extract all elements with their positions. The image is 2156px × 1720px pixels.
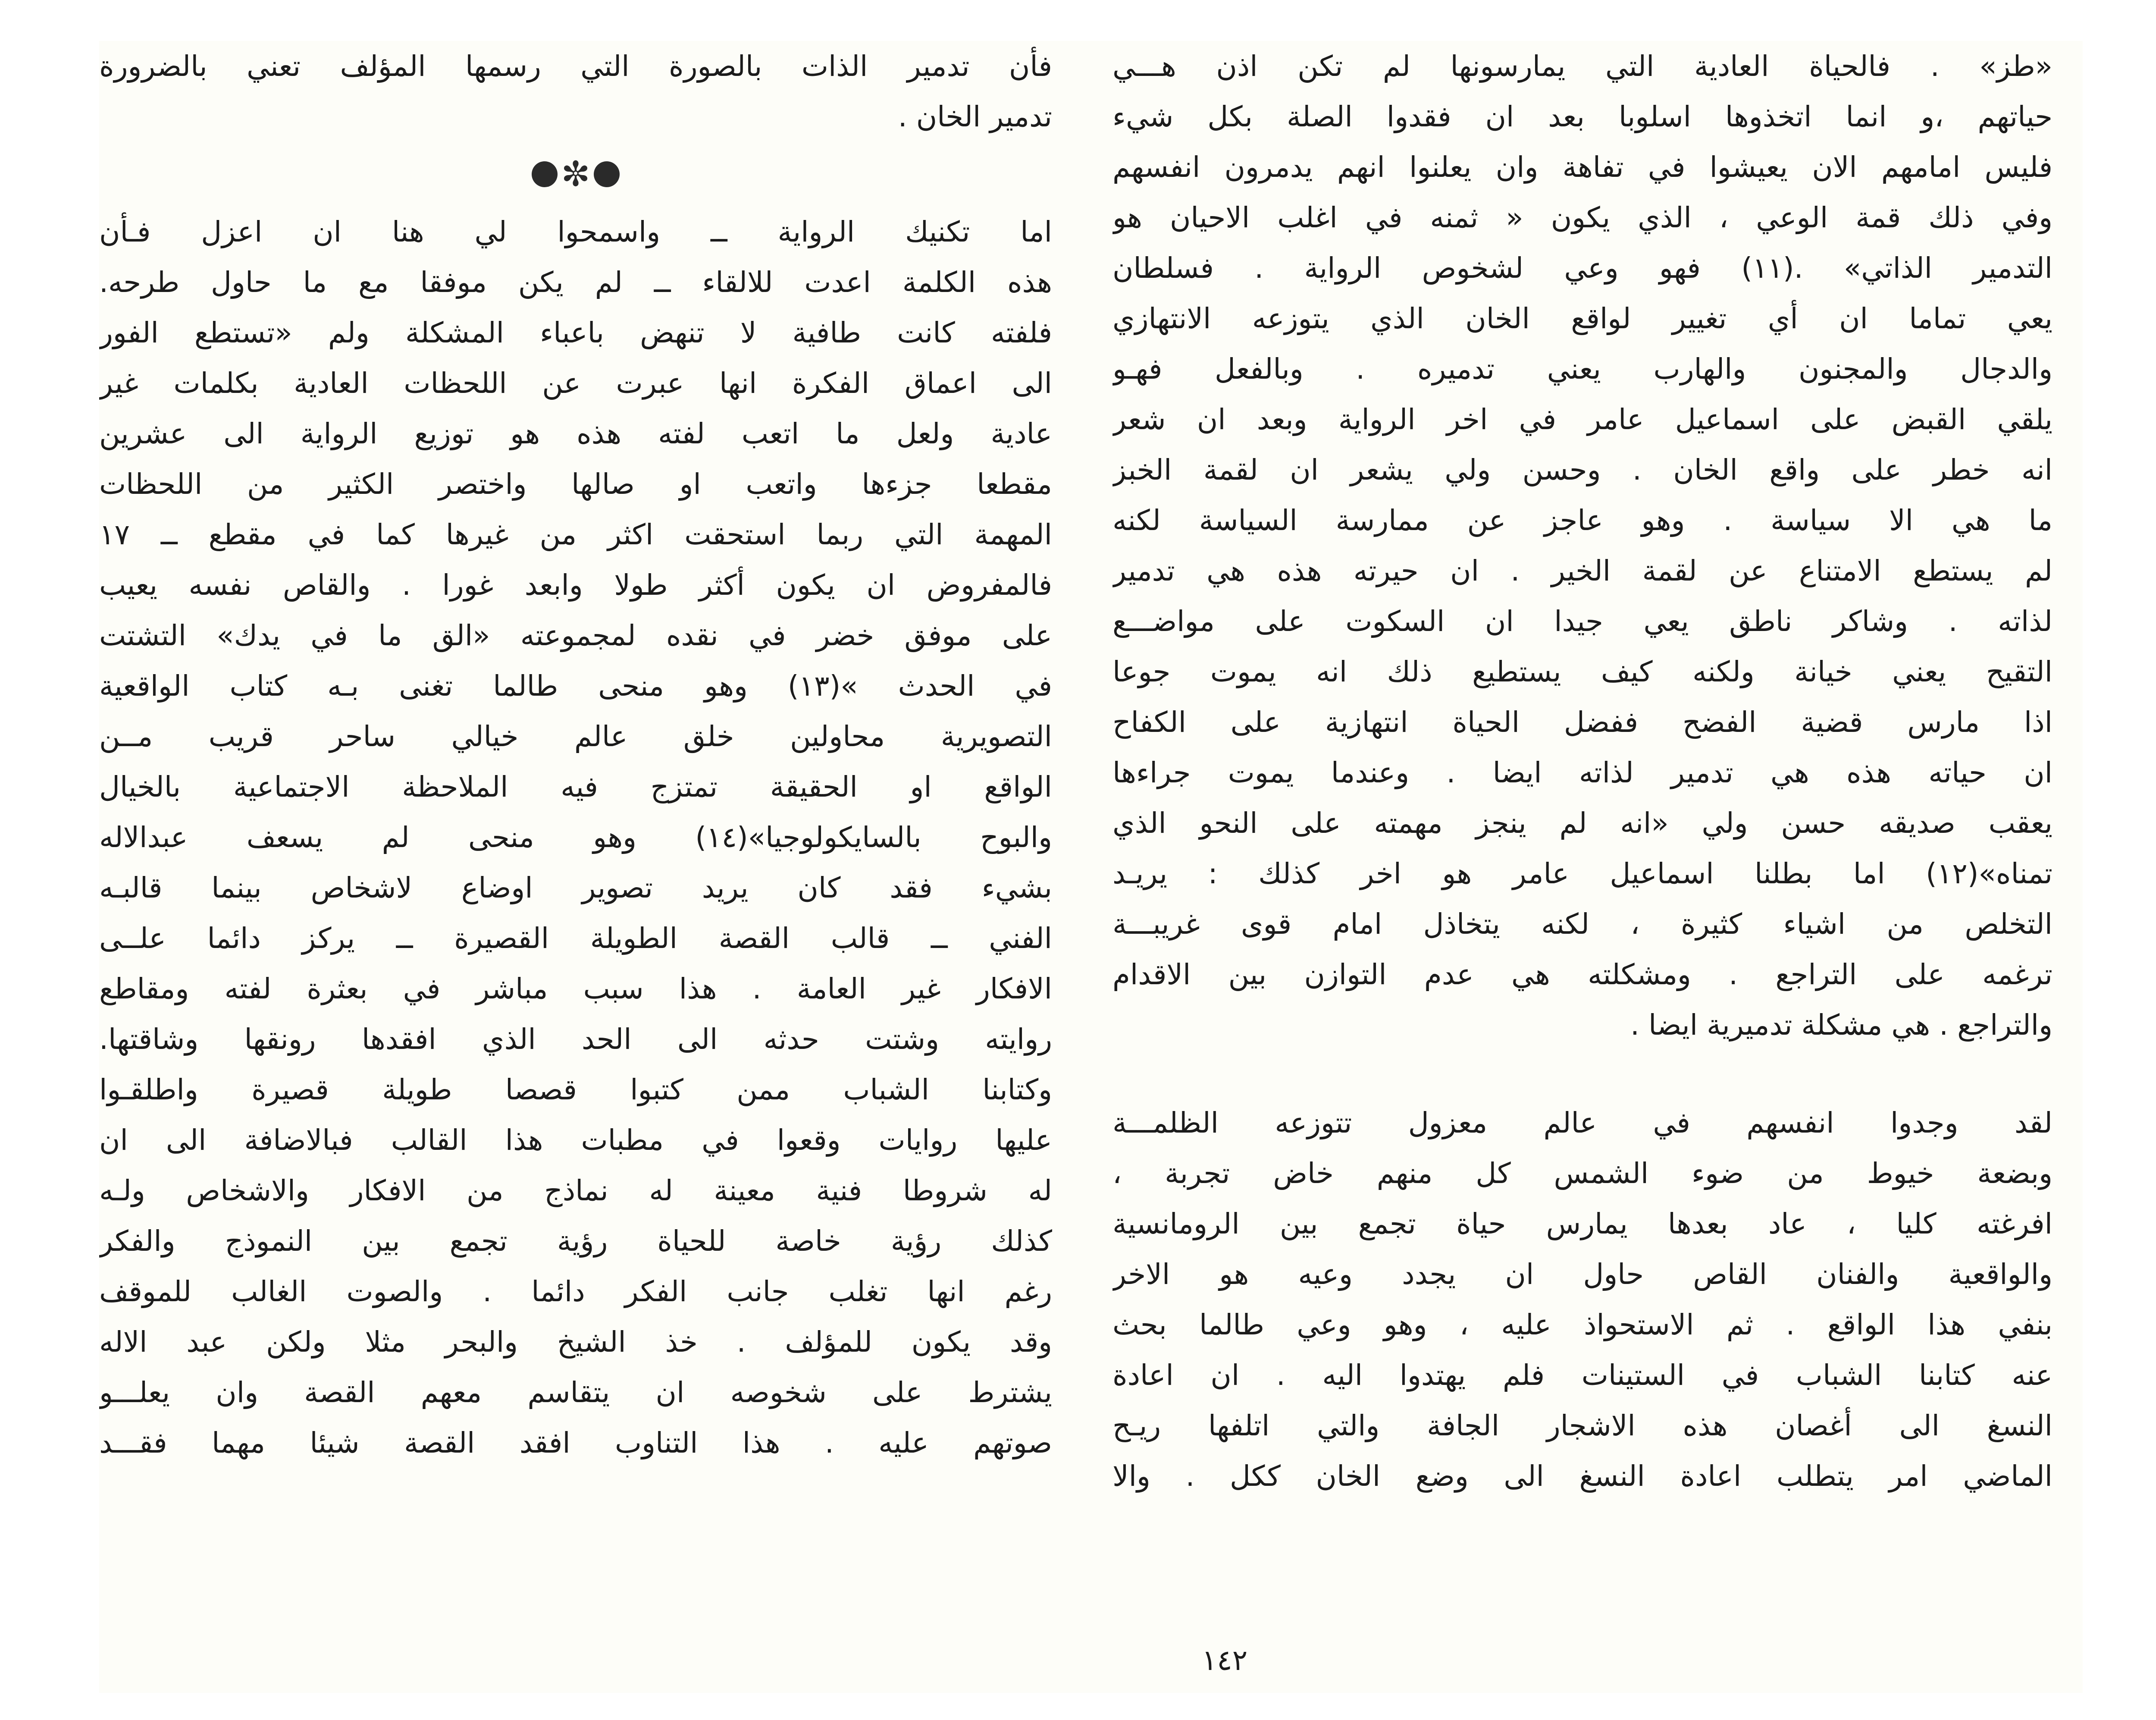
text-line: له شروطا فنية معينة له نماذج من الافكار والاشخاص ولـه — [99, 1174, 1052, 1207]
page-number: ١٤٢ — [1201, 1644, 1248, 1677]
text-line: التقيح يعني خيانة ولكنه كيف يستطيع ذلك انه يموت جوعا — [1112, 655, 2053, 688]
text-line: هذه الكلمة اعدت للالقاء ــ لم يكن موفقا مع ما حاول طرحه. — [99, 266, 1052, 299]
left-paragraph-1 — [99, 41, 1052, 142]
text-line: عادية ولعل ما اتعب لفته هذه هو توزيع الرواية الى عشرين — [99, 417, 1052, 450]
left-column — [99, 41, 1052, 1468]
text-line: عليها روايات وقعوا في مطبات هذا القالب فبالاضافة الى ان — [99, 1124, 1052, 1157]
text-line: ان حياته هذه هي تدمير لذاته ايضا . وعندما يموت جراءها — [1112, 756, 2053, 789]
text-line: اذا مارس قضية الفضح ففضل الحياة انتهازية على الكفاح — [1112, 706, 2053, 739]
text-line: روايته وشتت حدثه الى الحد الذي افقدها رونقها وشاقتها. — [99, 1023, 1052, 1056]
text-line: عنه كتابنا الشباب في الستينات فلم يهتدوا اليه . ان اعادة — [1112, 1359, 2053, 1392]
left-paragraph-2 — [99, 207, 1052, 1468]
paragraph-gap — [1112, 1050, 2053, 1098]
text-line: الفني ــ قالب القصة الطويلة القصيرة ــ يركز دائما علــى — [99, 922, 1052, 955]
text-line: الافكار غير العامة . هذا سبب مباشر في بعثرة لفته ومقاطع — [99, 972, 1052, 1005]
text-line: فليس امامهم الان يعيشوا في تفاهة وان يعلنوا انهم يدمرون انفسهم — [1112, 151, 2053, 184]
text-line: فالمفروض ان يكون أكثر طولا وابعد غورا . والقاص نفسه يعيب — [99, 568, 1052, 602]
right-column — [1112, 41, 2053, 1501]
right-paragraph-1 — [1112, 41, 2053, 1050]
text-line: فأن تدمير الذات بالصورة التي رسمها المؤلف تعني بالضرورة — [99, 50, 1052, 83]
book-page — [99, 41, 2083, 1693]
ornament-star-icon: ✼ — [561, 154, 590, 194]
text-line: حياتهم ،و انما اتخذوها اسلوبا بعد ان فقدوا الصلة بكل شيء — [1112, 100, 2053, 133]
text-line: النسغ الى أغصان هذه الاشجار الجافة والتي اتلفها ريـح — [1112, 1409, 2053, 1442]
text-line: التخلص من اشياء كثيرة ، لكنه يتخاذل امام قوى غريبـــة — [1112, 907, 2053, 941]
text-line: والتراجع . هي مشكلة تدميرية ايضا . — [1630, 1008, 2053, 1042]
text-line: يلقي القبض على اسماعيل عامر في اخر الرواية وبعد ان شعر — [1112, 403, 2053, 436]
text-line: كذلك رؤية خاصة للحياة رؤية تجمع بين النموذج والفكر — [99, 1224, 1052, 1258]
ornament-dot-icon — [532, 161, 558, 187]
text-line: «طز» . فالحياة العادية التي يمارسونها لم تكن اذن هـــي — [1112, 50, 2053, 83]
text-line: افرغته كليا ، عاد بعدها يمارس حياة تجمع بين الرومانسية — [1112, 1207, 2053, 1240]
text-line: لقد وجدوا انفسهم في عالم معزول تتوزعه الظلمـــة — [1112, 1106, 2053, 1139]
text-line: الواقع او الحقيقة تمتزج فيه الملاحظة الاجتماعية بالخيال — [99, 770, 1052, 804]
text-line: وبضعة خيوط من ضوء الشمس كل منهم خاض تجربة ، — [1112, 1157, 2053, 1190]
text-line: لم يستطع الامتناع عن لقمة الخير . ان حيرته هذه هي تدمير — [1112, 554, 2053, 587]
text-line: التصويرية محاولين خلق عالم خيالي ساحر قريب مــن — [99, 720, 1052, 753]
text-line: والدجال والمجنون والهارب يعني تدميره . وبالفعل فهـو — [1112, 352, 2053, 386]
text-line: لذاته . وشاكر ناطق يعي جيدا ان السكوت على مواضـــع — [1112, 605, 2053, 638]
text-line: وفي ذلك قمة الوعي ، الذي يكون « ثمنه في اغلب الاحيان هو — [1112, 201, 2053, 234]
text-line: الى اعماق الفكرة انها عبرت عن اللحظات العادية بكلمات غير — [99, 367, 1052, 400]
text-line: والبوح بالسايكولوجيا»(١٤) وهو منحى لم يسعف عبدالاله — [99, 821, 1052, 854]
ornament-dot-icon — [594, 161, 620, 187]
text-line: صوتهم عليه . هذا التناوب افقد القصة شيئا مهما فقـــد — [99, 1426, 1052, 1459]
text-line: وكتابنا الشباب ممن كتبوا قصصا طويلة قصيرة واطلقـوا — [99, 1073, 1052, 1106]
text-line: تدمير الخان . — [898, 100, 1052, 133]
text-line: ترغمه على التراجع . ومشكلته هي عدم التوازن بين الاقدام — [1112, 958, 2053, 991]
text-line: تمناه»(١٢) اما بطلنا اسماعيل عامر هو اخر كذلك : يريـد — [1112, 857, 2053, 890]
text-line: فلفته كانت طافية لا تنهض باعباء المشكلة ولم «تستطع الفور — [99, 316, 1052, 349]
text-line: رغم انها تغلب جانب الفكر دائما . والصوت الغالب للموقف — [99, 1275, 1052, 1308]
text-line: وقد يكون للمؤلف . خذ الشيخ والبحر مثلا ولكن عبد الاله — [99, 1325, 1052, 1359]
text-line: في الحدث »(١٣) وهو منحى طالما تغنى بـه كتاب الواقعية — [99, 669, 1052, 703]
section-ornament — [99, 142, 1052, 207]
text-line: الماضي امر يتطلب اعادة النسغ الى وضع الخان ككل . والا — [1112, 1459, 2053, 1493]
text-line: يشترط على شخوصه ان يتقاسم معهم القصة وان يعلـــو — [99, 1376, 1052, 1409]
text-line: بنفي هذا الواقع . ثم الاستحواذ عليه ، وهو وعي طالما بحث — [1112, 1308, 2053, 1341]
text-line: المهمة التي ربما استحقت اكثر من غيرها كما في مقطع ــ ١٧ — [99, 518, 1052, 551]
text-line: والواقعية والفنان القاص حاول ان يجدد وعيه هو الاخر — [1112, 1258, 2053, 1291]
text-line: على موفق خضر في نقده لمجموعته «الق ما في يدك» التشتت — [99, 619, 1052, 652]
text-line: مقطعا جزءها واتعب او صالها واختصر الكثير من اللحظات — [99, 468, 1052, 501]
right-paragraph-2 — [1112, 1098, 2053, 1501]
text-line: اما تكنيك الرواية ــ واسمحوا لي هنا ان اعزل فـأن — [99, 215, 1052, 248]
text-line: بشيء فقد كان يريد تصوير اوضاع لاشخاص بينما قالبـه — [99, 871, 1052, 904]
text-line: يعي تماما ان أي تغيير لواقع الخان الذي يتوزعه الانتهازي — [1112, 302, 2053, 335]
text-line: يعقب صديقه حسن ولي «انه لم ينجز مهمته على النحو الذي — [1112, 807, 2053, 840]
text-line: التدمير الذاتي» .(١١) فهو وعي لشخوص الرواية . فسلطان — [1112, 251, 2053, 285]
text-line: انه خطر على واقع الخان . وحسن ولي يشعر ان لقمة الخبز — [1112, 453, 2053, 486]
text-line: ما هي الا سياسة . وهو عاجز عن ممارسة السياسة لكنه — [1112, 504, 2053, 537]
